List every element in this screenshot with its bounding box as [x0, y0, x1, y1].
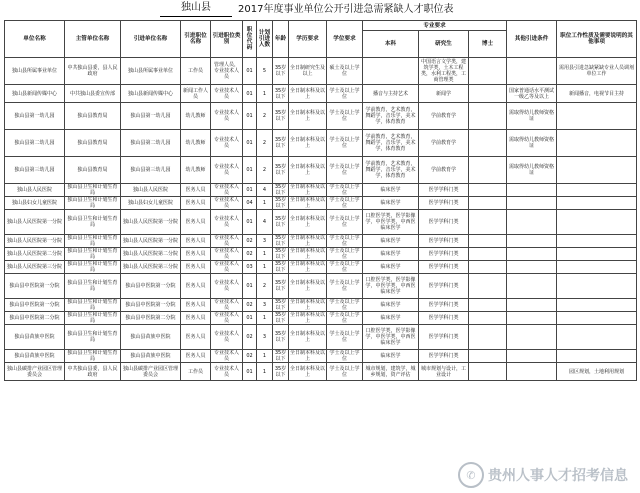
cell-unit: 独山县人民医院第一分院	[5, 235, 65, 248]
title-text: 2017年度事业单位公开引进急需紧缺人才职位表	[238, 4, 454, 15]
cell-num: 4	[257, 184, 273, 197]
cell-grad: 城市规划与设计，工业设计	[419, 363, 469, 381]
cell-other	[507, 312, 557, 325]
cell-edu: 全日制本科及以上	[289, 325, 327, 350]
header-major-group: 专业要求	[363, 21, 507, 31]
cell-doc	[469, 299, 507, 312]
table-row	[5, 325, 637, 350]
table-row	[5, 350, 637, 363]
cell-pos: 医务人员	[181, 312, 211, 325]
cell-pos: 工作员	[181, 58, 211, 85]
cell-edu: 全日制本科及以上	[290, 184, 326, 196]
cell-code: 01	[243, 363, 257, 381]
table-row	[5, 130, 637, 157]
cell-superior: 独山县卫生和计划生育局	[65, 210, 121, 235]
cell-num: 1	[257, 350, 273, 363]
cell-cat: 管理人员，专业技术人员	[211, 58, 243, 85]
cell-grad: 医学学科门类	[419, 312, 469, 325]
cell-code: 02	[243, 235, 257, 248]
cell-cat: 专业技术人员	[211, 103, 243, 130]
cell-unit: 独山县中医院第一分院	[5, 274, 65, 299]
cell-other	[507, 184, 557, 197]
cell-note	[557, 274, 637, 299]
cell-other	[507, 197, 557, 210]
cell-grad: 学前教育学	[419, 103, 469, 130]
cell-superior: 独山县卫生和计划生育局	[65, 197, 121, 210]
cell-edu: 全日制本科及以上	[289, 103, 327, 130]
cell-other	[507, 299, 557, 312]
cell-note	[557, 130, 637, 157]
cell-hire: 独山县中医院第一分院	[121, 274, 181, 299]
cell-cat: 专业技术人员	[211, 235, 243, 248]
cell-deg: 学士及以上学位	[327, 103, 363, 130]
cell-age: 35岁以下	[273, 157, 289, 184]
cell-deg: 学士及以上学位	[327, 197, 363, 210]
cell-hire: 独山县新闻传媒中心	[121, 85, 181, 103]
cell-age: 35岁以下	[273, 235, 289, 248]
cell-hire: 独山县苗族中医院	[121, 325, 181, 350]
cell-code: 01	[243, 103, 257, 130]
header-unit: 单位名称	[5, 21, 65, 58]
cell-ug: 临床医学	[363, 184, 419, 197]
table-row	[5, 274, 637, 299]
cell-superior: 中共独山县委，县人民政府	[65, 58, 121, 85]
cell-superior: 独山县卫生和计划生育局	[65, 184, 121, 197]
cell-num: 2	[257, 157, 273, 184]
cell-num: 3	[257, 325, 273, 350]
cell-other: 需取得幼儿教师资格证	[507, 130, 557, 157]
cell-grad: 医学学科门类	[419, 261, 469, 274]
cell-pos: 医务人员	[181, 197, 211, 210]
cell-pos: 幼儿教师	[181, 130, 211, 157]
cell-deg: 学士及以上学位	[327, 210, 363, 235]
wechat-icon: ✆	[458, 462, 484, 488]
table-row	[5, 184, 637, 197]
cell-grad: 医学学科门类	[419, 325, 469, 350]
cell-age: 35岁以下	[273, 248, 289, 261]
cell-ug: 学前教育，艺术教育，舞蹈学，音乐学，美术学，体育教育	[363, 157, 419, 184]
cell-deg: 学士及以上学位	[327, 261, 363, 274]
cell-edu: 全日制本科及以上	[290, 261, 326, 273]
cell-grad: 医学学科门类	[419, 350, 469, 363]
cell-grad: 新闻学	[419, 85, 469, 103]
cell-pos: 医务人员	[181, 210, 211, 235]
cell-hire: 独山县人民医院	[121, 184, 181, 197]
header-age: 年龄	[273, 21, 289, 58]
cell-superior: 独山县卫生和计划生育局	[65, 325, 121, 350]
cell-deg: 学士及以上学位	[327, 248, 363, 261]
header-graduate: 研究生	[419, 31, 469, 58]
cell-superior: 独山县卫生和计划生育局	[65, 299, 121, 312]
cell-code: 01	[243, 210, 257, 235]
table-row	[5, 312, 637, 325]
cell-unit: 独山县苗族中医院	[5, 325, 65, 350]
cell-doc	[469, 130, 507, 157]
cell-other	[507, 274, 557, 299]
cell-superior: 独山县教育局	[65, 130, 121, 157]
cell-num: 5	[257, 58, 273, 85]
cell-superior: 独山县卫生和计划生育局	[65, 248, 121, 261]
cell-cat: 专业技术人员	[211, 197, 243, 210]
cell-hire: 独山县人民医院第二分院	[121, 248, 181, 261]
cell-other	[507, 58, 557, 85]
cell-grad: 医学学科门类	[419, 210, 469, 235]
cell-superior: 独山县教育局	[65, 157, 121, 184]
watermark	[458, 462, 636, 488]
cell-doc	[469, 312, 507, 325]
cell-num: 1	[257, 261, 273, 274]
cell-note	[557, 261, 637, 274]
cell-other	[507, 235, 557, 248]
cell-note	[557, 299, 637, 312]
cell-hire: 独山县中医院第一分院	[121, 299, 181, 312]
cell-unit: 独山县第三幼儿园	[5, 157, 65, 184]
cell-age: 35岁以下	[273, 274, 289, 299]
cell-pos: 医务人员	[181, 274, 211, 299]
cell-pos: 幼儿教师	[181, 157, 211, 184]
cell-superior: 独山县卫生和计划生育局	[65, 350, 121, 363]
header-hire-unit: 引进单位名称	[121, 21, 181, 58]
cell-edu: 全日制本科及以上	[289, 85, 327, 103]
cell-grad: 医学学科门类	[419, 197, 469, 210]
header-degree: 学位要求	[327, 21, 363, 58]
cell-unit: 独山县第一幼儿园	[5, 103, 65, 130]
cell-other	[507, 248, 557, 261]
cell-edu: 全日制本科及以上	[290, 197, 326, 209]
cell-code: 01	[243, 85, 257, 103]
cell-ug: 学前教育，艺术教育，舞蹈学，音乐学，美术学，体育教育	[363, 130, 419, 157]
cell-deg: 学士及以上学位	[327, 312, 363, 325]
cell-num: 3	[257, 235, 273, 248]
cell-hire: 独山县人民医院第一分院	[121, 235, 181, 248]
header-count: 计划引进人数	[257, 21, 273, 58]
cell-deg: 学士及以上学位	[327, 299, 363, 312]
cell-note	[557, 312, 637, 325]
cell-num: 3	[257, 299, 273, 312]
cell-deg: 学士及以上学位	[327, 350, 363, 363]
cell-ug: 临床医学	[363, 350, 419, 363]
cell-ug: 播音与主持艺术	[363, 85, 419, 103]
cell-unit: 独山县中医院第一分院	[5, 299, 65, 312]
cell-unit: 独山县人民医院第一分院	[5, 210, 65, 235]
cell-note	[557, 197, 637, 210]
cell-deg: 学士及以上学位	[327, 235, 363, 248]
cell-note	[557, 184, 637, 197]
cell-pos: 医务人员	[181, 325, 211, 350]
cell-edu: 全日制本科及以上	[290, 248, 326, 260]
cell-age: 35岁以下	[273, 58, 289, 85]
header-undergrad: 本科	[363, 31, 419, 58]
cell-hire: 独山县中医院第二分院	[121, 312, 181, 325]
cell-ug: 城市规划，建筑学，城乡规划，资产评估	[363, 363, 419, 381]
document-title	[0, 0, 640, 20]
cell-code: 01	[243, 274, 257, 299]
table-row	[5, 58, 637, 85]
cell-doc	[469, 261, 507, 274]
cell-ug: 临床医学	[363, 299, 419, 312]
cell-cat: 专业技术人员	[211, 248, 243, 261]
cell-unit: 独山县人民医院第三分院	[5, 261, 65, 274]
cell-grad: 学前教育学	[419, 157, 469, 184]
cell-superior: 独山县卫生和计划生育局	[65, 261, 121, 274]
cell-unit: 独山县妇女儿童医院	[5, 197, 65, 210]
table-row	[5, 157, 637, 184]
cell-cat: 专业技术人员	[211, 325, 243, 350]
header-doctor: 博士	[469, 31, 507, 58]
cell-age: 35岁以下	[273, 261, 289, 274]
cell-note	[557, 235, 637, 248]
watermark-text: 贵州人事人才招考信息	[488, 468, 628, 484]
cell-num: 4	[257, 210, 273, 235]
cell-num: 2	[257, 274, 273, 299]
cell-age: 35岁以下	[273, 197, 289, 210]
cell-unit: 独山县中医院第二分院	[5, 312, 65, 325]
cell-unit: 独山县新闻传媒中心	[5, 85, 65, 103]
cell-cat: 专业技术人员	[211, 157, 243, 184]
cell-hire: 独山县苗族中医院	[121, 350, 181, 363]
table-row	[5, 85, 637, 103]
cell-unit: 独山县苗族中医院	[5, 350, 65, 363]
table-row	[5, 299, 637, 312]
cell-cat: 专业技术人员	[211, 184, 243, 197]
cell-cat: 专业技术人员	[211, 85, 243, 103]
cell-num: 2	[257, 103, 273, 130]
cell-note	[557, 210, 637, 235]
cell-grad: 中国语言文学类，建筑学类，土木工程类，水利工程类，工商管理类	[419, 58, 469, 85]
cell-cat: 专业技术人员	[211, 261, 243, 274]
cell-hire: 独山县人民医院第一分院	[121, 210, 181, 235]
cell-code: 01	[243, 184, 257, 197]
cell-pos: 工作员	[181, 363, 211, 381]
cell-grad: 医学学科门类	[419, 248, 469, 261]
cell-edu: 全日制本科及以上	[289, 210, 327, 235]
cell-superior: 独山县教育局	[65, 103, 121, 130]
cell-age: 35岁以下	[273, 325, 289, 350]
cell-ug: 口腔医学类，医学影像学，中医学类，中西医临床医学	[363, 325, 419, 350]
cell-deg: 学士及以上学位	[327, 363, 363, 381]
cell-edu: 全日制本科及以上	[289, 130, 327, 157]
header-superior: 主管单位名称	[65, 21, 121, 58]
cell-hire: 独山县碳排产业园区管理委员会	[121, 363, 181, 381]
cell-pos: 幼儿教师	[181, 103, 211, 130]
cell-age: 35岁以下	[273, 350, 289, 363]
cell-ug: 临床医学	[363, 312, 419, 325]
cell-doc	[469, 184, 507, 197]
cell-doc	[469, 58, 507, 85]
cell-doc	[469, 197, 507, 210]
cell-cat: 专业技术人员	[211, 350, 243, 363]
cell-cat: 专业技术人员	[211, 312, 243, 325]
cell-pos: 医务人员	[181, 299, 211, 312]
cell-doc	[469, 157, 507, 184]
cell-unit: 独山县所属事业单位	[5, 58, 65, 85]
cell-other: 需取得幼儿教师资格证	[507, 157, 557, 184]
cell-grad: 医学学科门类	[419, 235, 469, 248]
cell-ug: 口腔医学类，医学影像学，中医学类，中西医临床医学	[363, 274, 419, 299]
cell-age: 35岁以下	[273, 130, 289, 157]
header-notes: 职位工作性质及需要说明的其他事项	[557, 21, 637, 58]
header-code: 职位代码	[243, 21, 257, 58]
cell-cat: 专业技术人员	[211, 363, 243, 381]
table-row	[5, 248, 637, 261]
cell-doc	[469, 235, 507, 248]
header-other: 其他引进条件	[507, 21, 557, 58]
cell-pos: 新闻工作人员	[181, 85, 211, 103]
cell-doc	[469, 325, 507, 350]
cell-superior: 独山县卫生和计划生育局	[65, 235, 121, 248]
cell-edu: 全日制本科及以上	[290, 312, 326, 324]
cell-other	[507, 363, 557, 381]
cell-hire: 独山县妇女儿童医院	[121, 197, 181, 210]
cell-note: 新闻播音，电视节目主持	[557, 85, 637, 103]
cell-unit: 独山县第二幼儿园	[5, 130, 65, 157]
cell-note: 园区规划，土地利用规划	[557, 363, 637, 381]
cell-note	[557, 103, 637, 130]
cell-grad: 医学学科门类	[419, 299, 469, 312]
cell-code: 01	[243, 157, 257, 184]
cell-superior: 独山县卫生和计划生育局	[65, 312, 121, 325]
cell-note	[557, 325, 637, 350]
cell-edu: 全日制研究生及以上	[289, 58, 327, 85]
cell-edu: 全日制本科及以上	[290, 299, 326, 311]
cell-ug: 临床医学	[363, 261, 419, 274]
cell-age: 35岁以下	[273, 299, 289, 312]
cell-deg: 学士及以上学位	[327, 184, 363, 197]
cell-code: 03	[243, 261, 257, 274]
cell-cat: 专业技术人员	[211, 299, 243, 312]
cell-num: 1	[257, 312, 273, 325]
cell-superior: 中共独山县委，县人民政府	[65, 363, 121, 381]
cell-pos: 医务人员	[181, 235, 211, 248]
cell-edu: 全日制本科及以上	[289, 274, 327, 299]
cell-cat: 专业技术人员	[211, 130, 243, 157]
cell-other	[507, 210, 557, 235]
cell-hire: 独山县所属事业单位	[121, 58, 181, 85]
cell-doc	[469, 103, 507, 130]
cell-code: 04	[243, 197, 257, 210]
cell-other	[507, 325, 557, 350]
cell-cat: 专业技术人员	[211, 274, 243, 299]
cell-hire: 独山县第一幼儿园	[121, 103, 181, 130]
cell-num: 1	[257, 248, 273, 261]
cell-doc	[469, 248, 507, 261]
cell-other	[507, 350, 557, 363]
title-county: 独山县	[160, 0, 232, 17]
cell-grad: 医学学科门类	[419, 274, 469, 299]
cell-unit: 独山县人民医院第二分院	[5, 248, 65, 261]
cell-edu: 全日制本科及以上	[290, 235, 326, 247]
cell-hire: 独山县第三幼儿园	[121, 157, 181, 184]
cell-age: 35岁以下	[273, 312, 289, 325]
table-body	[5, 58, 637, 381]
cell-doc	[469, 274, 507, 299]
cell-other	[507, 261, 557, 274]
cell-unit: 独山县人民医院	[5, 184, 65, 197]
cell-note	[557, 157, 637, 184]
cell-note	[557, 248, 637, 261]
cell-superior: 独山县卫生和计划生育局	[65, 274, 121, 299]
cell-code: 01	[243, 130, 257, 157]
cell-code: 02	[243, 350, 257, 363]
table-row	[5, 261, 637, 274]
cell-code: 01	[243, 58, 257, 85]
cell-deg: 学士及以上学位	[327, 85, 363, 103]
cell-code: 01	[243, 312, 257, 325]
cell-doc	[469, 363, 507, 381]
cell-deg: 学士及以上学位	[327, 130, 363, 157]
cell-age: 35岁以下	[273, 184, 289, 197]
cell-deg: 硕士及以上学位	[327, 58, 363, 85]
header-category: 引进职位类别	[211, 21, 243, 58]
cell-hire: 独山县人民医院第三分院	[121, 261, 181, 274]
header-position: 引进职位名称	[181, 21, 211, 58]
table-row	[5, 103, 637, 130]
cell-edu: 全日制本科及以上	[290, 350, 326, 362]
cell-pos: 医务人员	[181, 261, 211, 274]
cell-unit: 独山县碳排产业园区管理委员会	[5, 363, 65, 381]
cell-pos: 医务人员	[181, 184, 211, 197]
cell-cat: 专业技术人员	[211, 210, 243, 235]
table-row	[5, 363, 637, 381]
cell-num: 1	[257, 363, 273, 381]
cell-deg: 学士及以上学位	[327, 157, 363, 184]
cell-age: 35岁以下	[273, 103, 289, 130]
cell-deg: 学士及以上学位	[327, 325, 363, 350]
cell-hire: 独山县第二幼儿园	[121, 130, 181, 157]
cell-doc	[469, 85, 507, 103]
cell-grad: 学前教育学	[419, 130, 469, 157]
cell-grad: 医学学科门类	[419, 184, 469, 197]
cell-edu: 全日制本科及以上	[289, 157, 327, 184]
cell-ug: 临床医学	[363, 197, 419, 210]
cell-code: 02	[243, 325, 257, 350]
cell-age: 35岁以下	[273, 210, 289, 235]
cell-ug: 临床医学	[363, 248, 419, 261]
cell-age: 35岁以下	[273, 85, 289, 103]
table-row	[5, 235, 637, 248]
cell-other: 国家普通话水平测试一级乙等及以上	[507, 85, 557, 103]
cell-ug: 临床医学	[363, 235, 419, 248]
table-row	[5, 197, 637, 210]
cell-age: 35岁以下	[273, 363, 289, 381]
cell-note: 需用县引进急缺紧缺专业人员调剂单位工作	[557, 58, 637, 85]
cell-deg: 学士及以上学位	[327, 274, 363, 299]
positions-table	[4, 20, 637, 381]
cell-superior: 中共独山县委宣传部	[65, 85, 121, 103]
cell-pos: 医务人员	[181, 350, 211, 363]
cell-ug	[363, 58, 419, 85]
cell-num: 1	[257, 85, 273, 103]
cell-ug: 口腔医学类，医学影像学，中医学类，中西医临床医学	[363, 210, 419, 235]
cell-num: 2	[257, 130, 273, 157]
cell-ug: 学前教育，艺术教育，舞蹈学，音乐学，美术学，体育教育	[363, 103, 419, 130]
cell-code: 02	[243, 248, 257, 261]
header-education: 学历要求	[289, 21, 327, 58]
cell-other: 需取得幼儿教师资格证	[507, 103, 557, 130]
cell-doc	[469, 210, 507, 235]
cell-code: 02	[243, 299, 257, 312]
table-row	[5, 210, 637, 235]
cell-pos: 医务人员	[181, 248, 211, 261]
cell-num: 1	[257, 197, 273, 210]
cell-edu: 全日制本科及以上	[289, 363, 327, 381]
cell-doc	[469, 350, 507, 363]
cell-note	[557, 350, 637, 363]
